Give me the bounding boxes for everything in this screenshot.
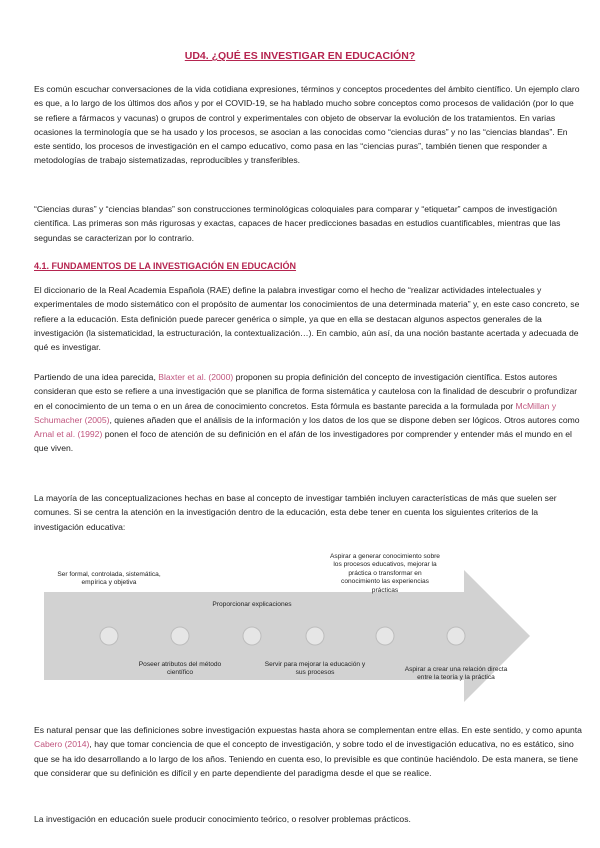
cabero-text-b: , hay que tomar conciencia de que el concepto de investigación, y sobre todo el de investigación educativa, no es estático, sino que se ha ido desarrollando a lo largo de los años. Teniendo en cuenta eso, lo previsible es que continúe haciéndolo. De esta manera, se tiene que considerar que su definición es difícil y en parte dependiente del paradigma desde el que se realice. (34, 739, 579, 778)
criteria-diagram (34, 550, 534, 710)
cabero-text-a: Es natural pensar que las definiciones sobre investigación expuestas hasta ahora se complementan entre ellas. En este sentido, y como apunta (34, 725, 582, 735)
timeline-dot-1 (100, 627, 118, 645)
timeline-dot-2 (171, 627, 189, 645)
timeline-dot-5 (376, 627, 394, 645)
section-heading: 4.1. FUNDAMENTOS DE LA INVESTIGACIÓN EN EDUCACIÓN (34, 261, 297, 271)
criterion-conocimiento: Aspirar a generar conocimiento sobre los procesos educativos, mejorar la práctica o transformar en conocimiento las experiencias prácticas (330, 553, 440, 594)
reference-link-blaxter[interactable]: Blaxter et al. (2000) (158, 372, 234, 382)
authors-text-c: , quienes añaden que el análisis de la información y los datos de los que se dispone deben ser lógicos. Otros autores como (109, 414, 580, 425)
reference-link-arnal[interactable]: Arnal et al. (1992) (34, 429, 103, 440)
authors-text-d: ponen el foco de atención de su definición en el afán de los investigadores por comprender y entender más el mundo en el que viven. (34, 429, 572, 454)
criterion-teoria-practica: Aspirar a crear una relación directa entre la teoría y la práctica (404, 666, 508, 682)
rae-paragraph: El diccionario de la Real Academia Española (RAE) define la palabra investigar como el hecho de “realizar actividades intelectuales y experimentales de modo sistemático con el propósito de aumentar los conocimientos de una determinada materia” y, en este caso concreto, se refiere a la educación. Esta definición puede parecer genérica o simple, ya que en ella se destacan algunos aspectos generales de la investigación (la sistematicidad, la estructuración, la contextualización…). En cambio, aún así, da una noción bastante acertada y adecuada de qué es investigar. (34, 285, 580, 353)
reference-link-cabero[interactable]: Cabero (2014) (34, 739, 90, 750)
timeline-dot-4 (306, 627, 324, 645)
reference-link-mcmillan[interactable]: McMillan y Schumacher (2005) (34, 400, 557, 425)
intro-paragraph: Es común escuchar conversaciones de la vida cotidiana expresiones, términos y conceptos procedentes del ámbito científico. Un ejemplo claro es que, a lo largo de los últimos dos años y por el COVID-19, se ha hablado mucho sobre conceptos como procesos de validación (por lo que se refiere a fármacos y vacunas) o grupos de control y experimentales con objeto de observar la evolución de los tratamientos. En varias ocasiones la terminología que se ha usado y los procesos, se asocian a las conocidas como “ciencias duras” y no las “ciencias blandas”. En este sentido, los procesos de investigación en el campo educativo, como pasa en las “ciencias puras”, también tienen que responder a metodologías de trabajo sistematizadas, reproducibles y transferibles. (34, 84, 580, 166)
criterion-explicaciones: Proporcionar explicaciones (212, 601, 292, 608)
criterion-metodo-cientifico: Poseer atributos del método científico (138, 661, 222, 677)
ciencias-paragraph: “Ciencias duras” y “ciencias blandas” son construcciones terminológicas coloquiales para comparar y “etiquetar” campos de investigación científica. Las primeras son más rigurosas y exactas, capaces de hacer predicciones basadas en estudios cuantificables, mientras que las segundas se caracterizan por lo contrario. (34, 204, 561, 243)
authors-text-b: proponen su propia definición del concepto de investigación científica. Estos autores consideran que esto se refiere a una investigación que se planifica de forma sistemática y cautelosa con la finalidad de descubrir o profundizar en el conocimiento de un tema o en un área de conocimiento concretos. Esta fórmula es bastante parecida a la formulada por (34, 372, 578, 411)
criteria-paragraph: La mayoría de las conceptualizaciones hechas en base al concepto de investigar también incluyen características de más que suelen ser comunes. Si se centra la atención en la investigación dentro de la educación, esta debe tener en cuenta los siguientes criterios de la investigación educativa: (34, 493, 557, 532)
page-title: UD4. ¿QUÉ ES INVESTIGAR EN EDUCACIÓN? (184, 50, 416, 62)
criterion-mejorar-educacion: Servir para mejorar la educación y sus procesos (264, 661, 366, 677)
timeline-dot-3 (243, 627, 261, 645)
authors-paragraph (34, 370, 582, 456)
closing-paragraph: La investigación en educación suele producir conocimiento teórico, o resolver problemas prácticos. (34, 814, 411, 824)
criterion-formal: Ser formal, controlada, sistemática, empírica y objetiva (57, 571, 161, 587)
authors-text-a: Partiendo de una idea parecida, (34, 372, 159, 382)
cabero-paragraph (34, 723, 582, 780)
timeline-dot-6 (447, 627, 465, 645)
